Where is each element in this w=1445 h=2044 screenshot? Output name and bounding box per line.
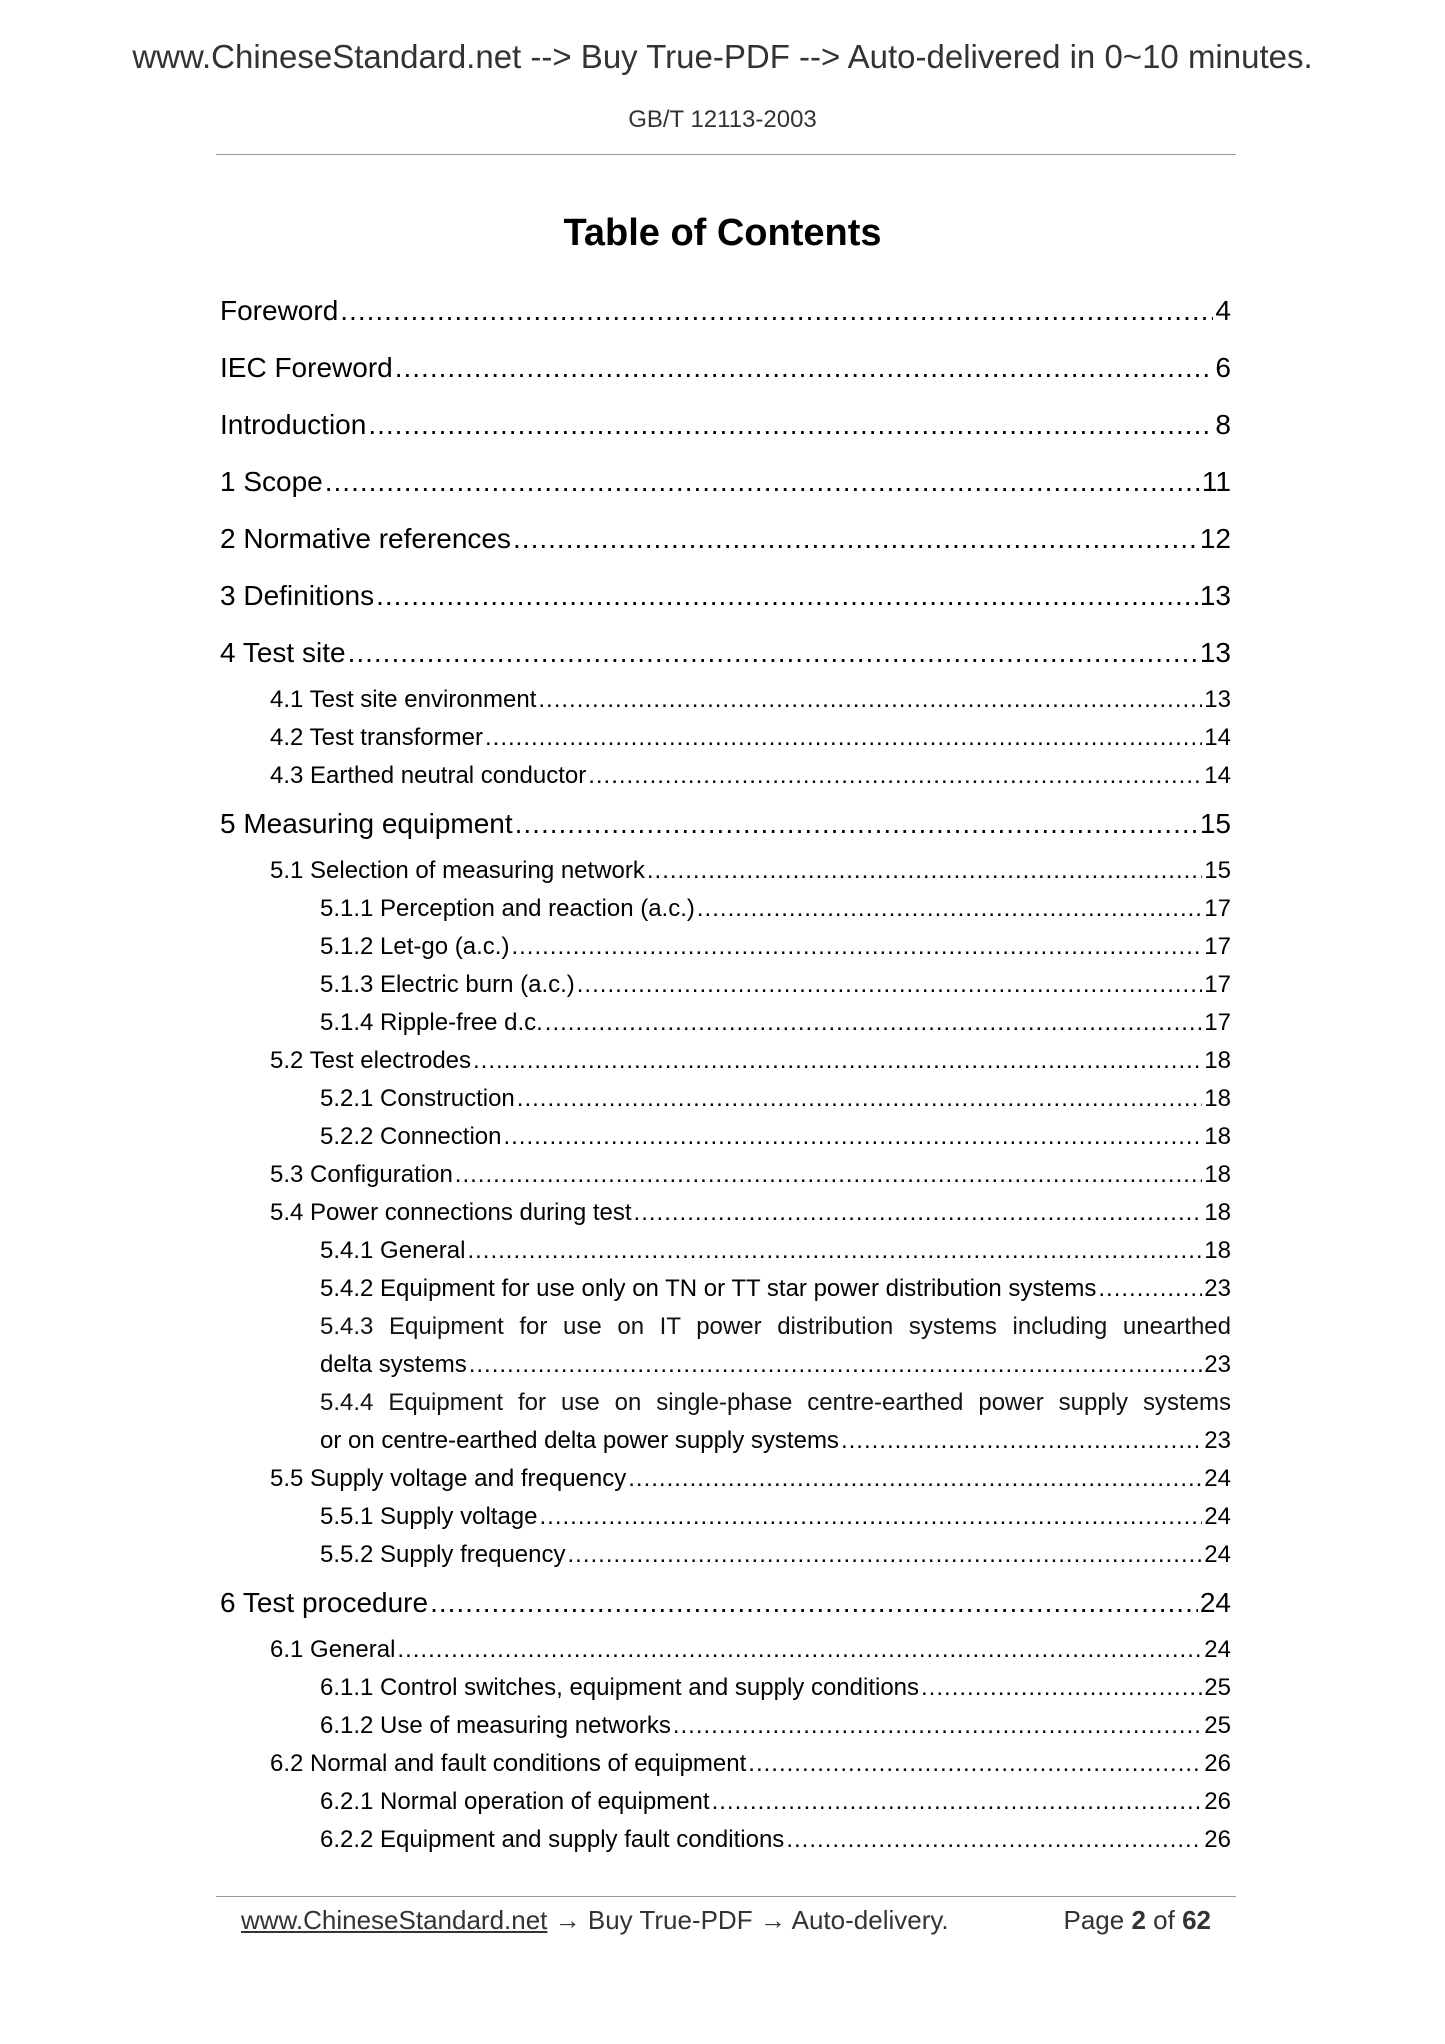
toc-entry-electric-burn[interactable] — [220, 966, 1231, 1004]
page-footer — [241, 1900, 1211, 1940]
toc-entry-label: 5.1.4 Ripple-free d.c. — [320, 1009, 543, 1036]
toc-entry-page: 24 — [1204, 1541, 1231, 1568]
toc-leader-dots — [697, 890, 1202, 928]
toc-entry-label: 5.5.1 Supply voltage — [320, 1503, 538, 1530]
toc-entry-supply-voltage-frequency[interactable] — [220, 1460, 1231, 1498]
toc-leader-dots — [368, 396, 1213, 453]
toc-entry-page: 24 — [1204, 1465, 1231, 1492]
toc-title: Table of Contents — [563, 212, 882, 254]
toc-entry-page: 6 — [1215, 352, 1231, 383]
toc-entry-page: 18 — [1204, 1123, 1231, 1150]
toc-entry-label: 5.4.1 General — [320, 1237, 466, 1264]
toc-entry-scope[interactable] — [220, 453, 1231, 510]
toc-entry-label: or on centre-earthed delta power supply systems — [320, 1427, 839, 1454]
toc-entry-label: 4.3 Earthed neutral conductor — [270, 762, 587, 789]
toc-entry-label: 5.4 Power connections during test — [270, 1199, 632, 1226]
toc-entry-label: 2 Normative references — [220, 523, 512, 554]
toc-entry-page: 26 — [1204, 1750, 1231, 1777]
toc-leader-dots — [540, 1498, 1203, 1536]
page-word: Page — [1063, 1905, 1125, 1935]
toc-entry-page: 23 — [1204, 1351, 1231, 1378]
toc-leader-dots — [348, 624, 1198, 681]
toc-entry-page: 18 — [1204, 1047, 1231, 1074]
toc-entry-page: 24 — [1204, 1636, 1231, 1663]
toc-entry-label: 5.4.2 Equipment for use only on TN or TT star power distribution systems — [320, 1275, 1097, 1302]
current-page: 2 — [1131, 1905, 1146, 1935]
toc-entry-page: 18 — [1204, 1161, 1231, 1188]
toc-entry-foreword[interactable] — [220, 282, 1231, 339]
toc-entry-label: 6.2.1 Normal operation of equipment — [320, 1788, 710, 1815]
footer-promo — [241, 1900, 949, 1940]
toc-entry-centre-earthed[interactable] — [220, 1422, 1231, 1460]
toc-leader-dots — [485, 719, 1202, 757]
toc-leader-dots — [376, 567, 1198, 624]
toc-leader-dots — [325, 453, 1200, 510]
toc-leader-dots — [469, 1346, 1203, 1384]
page-number — [1063, 1900, 1211, 1940]
toc-entry-page: 17 — [1204, 933, 1231, 960]
toc-entry-test-procedure[interactable] — [220, 1574, 1231, 1631]
toc-entry-test-site-environment[interactable] — [220, 681, 1231, 719]
toc-entry-test-electrodes[interactable] — [220, 1042, 1231, 1080]
toc-entry-page: 17 — [1204, 895, 1231, 922]
toc-entry-page: 4 — [1215, 295, 1231, 326]
toc-entry-connection[interactable] — [220, 1118, 1231, 1156]
footer-divider — [216, 1896, 1236, 1897]
toc-leader-dots — [503, 1118, 1202, 1156]
toc-entry-label: 4 Test site — [220, 637, 346, 668]
toc-entry-introduction[interactable] — [220, 396, 1231, 453]
toc-entry-procedure-general[interactable] — [220, 1631, 1231, 1669]
toc-entry-page: 25 — [1204, 1674, 1231, 1701]
toc-leader-dots — [515, 795, 1198, 852]
toc-entry-tn-tt-systems[interactable] — [220, 1270, 1231, 1308]
toc-entry-measuring-equipment[interactable] — [220, 795, 1231, 852]
toc-leader-dots — [786, 1821, 1202, 1859]
toc-entry-label: 5.1 Selection of measuring network — [270, 857, 645, 884]
toc-leader-dots — [921, 1669, 1202, 1707]
toc-leader-dots — [340, 282, 1213, 339]
toc-entry-page: 12 — [1199, 523, 1231, 554]
toc-leader-dots — [712, 1783, 1203, 1821]
toc-entry-selection-of-measuring-network[interactable] — [220, 852, 1231, 890]
toc-leader-dots — [430, 1574, 1198, 1631]
toc-leader-dots — [588, 757, 1202, 795]
toc-leader-dots — [634, 1194, 1203, 1232]
toc-leader-dots — [473, 1042, 1202, 1080]
toc-leader-dots — [397, 1631, 1202, 1669]
toc-entry-centre-earthed-line1[interactable]: 5.4.4 Equipment for use on single-phase centre-earthed power supply systems — [320, 1389, 1231, 1416]
toc-entry-page: 17 — [1204, 1009, 1231, 1036]
toc-entry-fault-conditions[interactable] — [220, 1821, 1231, 1859]
table-of-contents — [220, 282, 1231, 1859]
toc-entry-earthed-neutral-conductor[interactable] — [220, 757, 1231, 795]
toc-leader-dots — [647, 852, 1202, 890]
toc-entry-label: 6.1 General — [270, 1636, 396, 1663]
toc-leader-dots — [568, 1536, 1203, 1574]
toc-leader-dots — [1098, 1270, 1202, 1308]
header-divider — [216, 154, 1236, 155]
toc-leader-dots — [538, 681, 1202, 719]
toc-entry-page: 18 — [1204, 1237, 1231, 1264]
toc-entry-label: 6.2 Normal and fault conditions of equipment — [270, 1750, 747, 1777]
toc-leader-dots — [628, 1460, 1202, 1498]
toc-leader-dots — [841, 1422, 1202, 1460]
toc-entry-label: 5.2.1 Construction — [320, 1085, 515, 1112]
toc-entry-label: Foreword — [220, 295, 339, 326]
toc-entry-power-general[interactable] — [220, 1232, 1231, 1270]
toc-entry-it-systems[interactable] — [220, 1346, 1231, 1384]
toc-entry-page: 25 — [1204, 1712, 1231, 1739]
toc-entry-page: 13 — [1199, 637, 1231, 668]
delivery-text: Auto-delivery. — [791, 1905, 949, 1935]
toc-entry-supply-voltage[interactable] — [220, 1498, 1231, 1536]
toc-entry-page: 18 — [1204, 1085, 1231, 1112]
toc-entry-label: 6.2.2 Equipment and supply fault conditions — [320, 1826, 785, 1853]
toc-leader-dots — [467, 1232, 1202, 1270]
arrow-right-icon: → — [554, 1905, 581, 1935]
toc-entry-label: 5.1.3 Electric burn (a.c.) — [320, 971, 575, 998]
toc-entry-iec-foreword[interactable] — [220, 339, 1231, 396]
toc-leader-dots — [517, 1080, 1203, 1118]
toc-leader-dots — [455, 1156, 1203, 1194]
toc-entry-label: IEC Foreword — [220, 352, 393, 383]
toc-entry-page: 24 — [1199, 1587, 1231, 1618]
toc-entry-label: 6.1.1 Control switches, equipment and supply conditions — [320, 1674, 920, 1701]
toc-entry-label: 5.1.2 Let-go (a.c.) — [320, 933, 510, 960]
toc-leader-dots — [545, 1004, 1203, 1042]
toc-entry-page: 23 — [1204, 1275, 1231, 1302]
toc-entry-label: 3 Definitions — [220, 580, 375, 611]
toc-entry-label: 5 Measuring equipment — [220, 808, 513, 839]
toc-leader-dots — [673, 1707, 1202, 1745]
toc-leader-dots — [748, 1745, 1202, 1783]
toc-entry-test-site[interactable] — [220, 624, 1231, 681]
toc-entry-supply-frequency[interactable] — [220, 1536, 1231, 1574]
toc-entry-page: 18 — [1204, 1199, 1231, 1226]
toc-entry-page: 11 — [1201, 466, 1231, 497]
toc-entry-ripple-free-dc[interactable] — [220, 1004, 1231, 1042]
toc-leader-dots — [511, 928, 1202, 966]
total-pages: 62 — [1182, 1905, 1211, 1935]
toc-entry-definitions[interactable] — [220, 567, 1231, 624]
toc-leader-dots — [577, 966, 1203, 1004]
toc-entry-configuration[interactable] — [220, 1156, 1231, 1194]
toc-entry-label: 5.5.2 Supply frequency — [320, 1541, 566, 1568]
toc-entry-page: 14 — [1204, 724, 1231, 751]
toc-entry-construction[interactable] — [220, 1080, 1231, 1118]
toc-entry-page: 17 — [1204, 971, 1231, 998]
toc-entry-power-connections[interactable] — [220, 1194, 1231, 1232]
toc-entry-label: 5.2.2 Connection — [320, 1123, 502, 1150]
toc-entry-page: 13 — [1204, 686, 1231, 713]
toc-entry-label: 5.1.1 Perception and reaction (a.c.) — [320, 895, 695, 922]
toc-entry-label: 4.2 Test transformer — [270, 724, 483, 751]
toc-entry-page: 13 — [1199, 580, 1231, 611]
toc-entry-label: 6 Test procedure — [220, 1587, 429, 1618]
toc-entry-page: 26 — [1204, 1826, 1231, 1853]
top-banner: www.ChineseStandard.net --> Buy True-PDF --> Auto-delivered in 0~10 minutes. — [132, 38, 1313, 75]
toc-leader-dots — [513, 510, 1198, 567]
of-word: of — [1153, 1905, 1175, 1935]
document-code: GB/T 12113-2003 — [628, 106, 817, 133]
toc-entry-label: 5.2 Test electrodes — [270, 1047, 472, 1074]
toc-entry-page: 24 — [1204, 1503, 1231, 1530]
toc-entry-label: 6.1.2 Use of measuring networks — [320, 1712, 671, 1739]
toc-leader-dots — [395, 339, 1214, 396]
toc-entry-page: 15 — [1204, 857, 1231, 884]
toc-entry-label: 4.1 Test site environment — [270, 686, 537, 713]
toc-entry-page: 8 — [1215, 409, 1231, 440]
toc-entry-normative-references[interactable] — [220, 510, 1231, 567]
toc-entry-page: 14 — [1204, 762, 1231, 789]
toc-entry-label: delta systems — [320, 1351, 467, 1378]
toc-entry-normal-operation[interactable] — [220, 1783, 1231, 1821]
toc-entry-use-of-measuring-networks[interactable] — [220, 1707, 1231, 1745]
toc-entry-label: 1 Scope — [220, 466, 323, 497]
arrow-right-icon: → — [759, 1905, 786, 1935]
toc-entry-normal-and-fault-conditions[interactable] — [220, 1745, 1231, 1783]
toc-entry-page: 15 — [1199, 808, 1231, 839]
toc-entry-control-switches[interactable] — [220, 1669, 1231, 1707]
toc-entry-page: 26 — [1204, 1788, 1231, 1815]
toc-entry-label: 5.5 Supply voltage and frequency — [270, 1465, 627, 1492]
toc-entry-perception-and-reaction[interactable] — [220, 890, 1231, 928]
toc-entry-page: 23 — [1204, 1427, 1231, 1454]
site-link[interactable]: www.ChineseStandard.net — [241, 1905, 548, 1935]
buy-text: Buy True-PDF — [587, 1905, 753, 1935]
toc-entry-it-systems-line1[interactable]: 5.4.3 Equipment for use on IT power distribution systems including unearthed — [320, 1313, 1231, 1340]
toc-entry-label: Introduction — [220, 409, 367, 440]
toc-entry-let-go[interactable] — [220, 928, 1231, 966]
toc-entry-label: 5.3 Configuration — [270, 1161, 453, 1188]
toc-entry-test-transformer[interactable] — [220, 719, 1231, 757]
